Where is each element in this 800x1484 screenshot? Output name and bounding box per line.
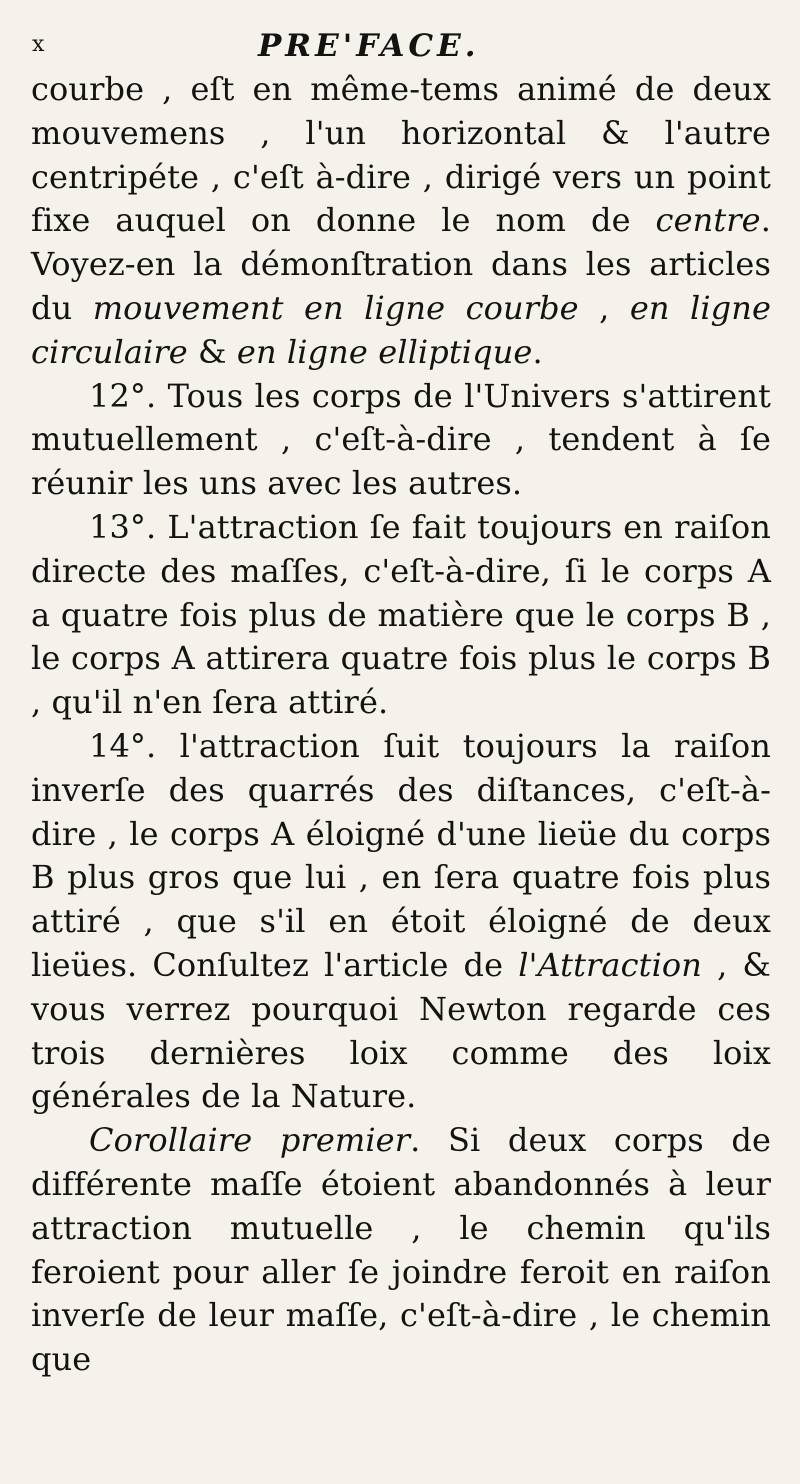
italic-term: centre — [655, 201, 761, 240]
italic-term: mouvement en ligne courbe — [92, 288, 579, 327]
paragraph-text: , — [578, 288, 630, 327]
paragraph-12: 12°. Tous les corps de l'Univers s'attirent mutuellement , c'eſt-à-dire , tendent à ſe réunir les uns avec les autres. — [31, 376, 771, 503]
paragraph-text: courbe , eſt en même-tems animé de deux mouvemens , l'un horizontal & l'autre centripéte , c'eſt à-dire , dirigé vers un point fixe auquel on donne le nom de — [31, 70, 771, 240]
paragraph-text: 14°. l'attraction ſuit toujours la raiſon inverſe des quarrés des diſtances, c'eſt-à-dire , le corps A éloigné d'une lieüe du corps B plus gros que lui , en ſera quatre fois plus attiré , que s'il en étoit éloigné de deux lieües. Conſultez l'article de — [31, 726, 771, 984]
paragraph-13: 13°. L'attraction ſe fait toujours en raiſon directe des maſſes, c'eſt-à-dire, ſi le corps A a quatre fois plus de matière que le corps B , le corps A attirera quatre fois plus le corps B , qu'il n'en ſera attiré. — [31, 507, 771, 722]
paragraph-text: , & vous verrez pourquoi Newton regarde ces trois dernières loix comme des loix générales de la Nature. — [31, 945, 771, 1116]
paragraph-text: & — [187, 332, 237, 371]
page-number: x — [32, 32, 45, 57]
italic-term: l'Attraction — [518, 945, 702, 984]
corollary-heading: Corollaire premier — [89, 1121, 411, 1160]
main-text — [31, 68, 771, 1382]
paragraph-text: . Si deux corps de différente maſſe étoient abandonnés à leur attraction mutuelle , le chemin qu'ils feroient pour aller ſe joindre feroit en raiſon inverſe de leur maſſe, c'eſt-à-dire , le chemin que — [31, 1121, 771, 1379]
paragraph-continuation — [31, 68, 771, 375]
italic-term: en ligne circulaire — [31, 288, 771, 371]
paragraph-14 — [31, 725, 771, 1119]
paragraph-text: . — [532, 332, 543, 371]
italic-term: en ligne elliptique — [236, 332, 533, 371]
corollary-paragraph — [31, 1119, 771, 1382]
running-title: PRE'FACE. — [258, 28, 480, 64]
paragraph-text: . Voyez-en la démonſtration dans les articles du — [31, 201, 771, 327]
